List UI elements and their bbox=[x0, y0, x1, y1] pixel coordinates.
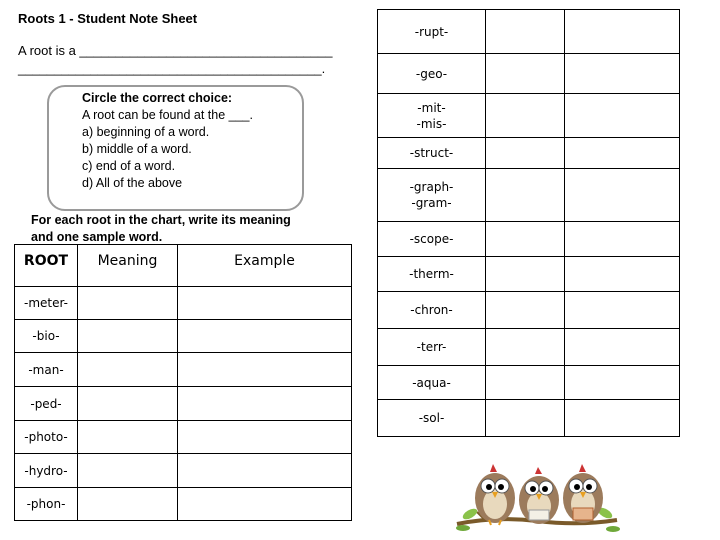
meaning-cell[interactable] bbox=[78, 320, 178, 353]
example-cell[interactable] bbox=[565, 54, 680, 94]
example-cell[interactable] bbox=[565, 366, 680, 400]
meaning-cell[interactable] bbox=[486, 292, 565, 329]
table-row bbox=[15, 287, 352, 320]
root-label: -graph- bbox=[409, 180, 454, 194]
root-label: -therm- bbox=[409, 267, 454, 281]
example-cell[interactable] bbox=[565, 400, 680, 437]
chart-instructions bbox=[31, 212, 291, 246]
root-label: -sol- bbox=[418, 411, 445, 425]
quiz-text bbox=[82, 90, 253, 192]
meaning-cell[interactable] bbox=[78, 454, 178, 488]
root-cell bbox=[378, 366, 486, 400]
example-cell[interactable] bbox=[178, 454, 352, 488]
definition-line-1: A root is a ___________________________________ bbox=[18, 43, 333, 58]
table-row bbox=[378, 222, 680, 257]
root-cell: -phon- bbox=[15, 488, 78, 521]
meaning-cell[interactable] bbox=[486, 257, 565, 292]
root-label: -gram- bbox=[411, 196, 452, 210]
root-label: -scope- bbox=[409, 232, 454, 246]
meaning-cell[interactable] bbox=[486, 400, 565, 437]
table-row bbox=[378, 366, 680, 400]
example-cell[interactable] bbox=[565, 329, 680, 366]
table-row bbox=[378, 54, 680, 94]
table-row bbox=[378, 138, 680, 169]
roots-table-right bbox=[377, 9, 680, 437]
root-cell bbox=[378, 94, 486, 138]
quiz-option-a[interactable]: a) beginning of a word. bbox=[82, 125, 210, 139]
table-row bbox=[15, 454, 352, 488]
table-row bbox=[378, 257, 680, 292]
meaning-cell[interactable] bbox=[486, 138, 565, 169]
root-cell bbox=[378, 10, 486, 54]
meaning-cell[interactable] bbox=[486, 54, 565, 94]
example-cell[interactable] bbox=[178, 287, 352, 320]
meaning-cell[interactable] bbox=[486, 94, 565, 138]
table-row bbox=[378, 292, 680, 329]
example-cell[interactable] bbox=[565, 10, 680, 54]
table-row bbox=[378, 10, 680, 54]
instructions-line-2: and one sample word. bbox=[31, 230, 163, 244]
example-header: Example bbox=[178, 245, 352, 287]
example-cell[interactable] bbox=[178, 353, 352, 387]
root-cell bbox=[378, 222, 486, 257]
quiz-question: A root can be found at the ___. bbox=[82, 108, 253, 122]
table-header-row bbox=[15, 245, 352, 287]
root-cell: -bio- bbox=[15, 320, 78, 353]
example-cell[interactable] bbox=[565, 257, 680, 292]
owl-2 bbox=[519, 467, 559, 524]
owl-3 bbox=[563, 464, 603, 523]
root-label: -terr- bbox=[416, 340, 447, 354]
meaning-cell[interactable] bbox=[78, 353, 178, 387]
root-label: -struct- bbox=[409, 146, 454, 160]
example-cell[interactable] bbox=[178, 320, 352, 353]
meaning-cell[interactable] bbox=[78, 387, 178, 421]
example-cell[interactable] bbox=[565, 222, 680, 257]
quiz-option-c[interactable]: c) end of a word. bbox=[82, 159, 176, 173]
example-cell[interactable] bbox=[565, 94, 680, 138]
root-label: -rupt- bbox=[414, 24, 449, 39]
example-cell[interactable] bbox=[178, 421, 352, 454]
root-header: ROOT bbox=[15, 245, 78, 287]
root-cell bbox=[378, 292, 486, 329]
example-cell[interactable] bbox=[178, 488, 352, 521]
root-label: -mis- bbox=[416, 116, 447, 131]
table-row bbox=[378, 94, 680, 138]
meaning-header: Meaning bbox=[78, 245, 178, 287]
root-cell bbox=[378, 257, 486, 292]
table-row bbox=[15, 387, 352, 421]
example-cell[interactable] bbox=[565, 169, 680, 222]
meaning-cell[interactable] bbox=[78, 488, 178, 521]
quiz-option-b[interactable]: b) middle of a word. bbox=[82, 142, 192, 156]
table-row bbox=[378, 169, 680, 222]
root-label: -mit- bbox=[417, 100, 446, 115]
meaning-cell[interactable] bbox=[486, 366, 565, 400]
root-cell bbox=[378, 169, 486, 222]
table-row bbox=[378, 329, 680, 366]
meaning-cell[interactable] bbox=[486, 222, 565, 257]
table-row bbox=[15, 353, 352, 387]
quiz-heading: Circle the correct choice: bbox=[82, 91, 233, 105]
root-cell: -photo- bbox=[15, 421, 78, 454]
root-cell bbox=[378, 400, 486, 437]
instructions-line-1: For each root in the chart, write its meaning bbox=[31, 213, 291, 227]
roots-meaning-table bbox=[14, 244, 352, 521]
root-cell bbox=[378, 138, 486, 169]
root-cell: -meter- bbox=[15, 287, 78, 320]
root-cell bbox=[378, 54, 486, 94]
meaning-cell[interactable] bbox=[486, 10, 565, 54]
table-row bbox=[15, 421, 352, 454]
meaning-cell[interactable] bbox=[78, 421, 178, 454]
table-row bbox=[15, 320, 352, 353]
table-row bbox=[15, 488, 352, 521]
root-cell bbox=[378, 329, 486, 366]
root-label: -geo- bbox=[415, 66, 448, 81]
root-label: -chron- bbox=[410, 303, 453, 317]
example-cell[interactable] bbox=[565, 292, 680, 329]
example-cell[interactable] bbox=[565, 138, 680, 169]
table-row bbox=[378, 400, 680, 437]
root-cell: -hydro- bbox=[15, 454, 78, 488]
page-title: Roots 1 - Student Note Sheet bbox=[18, 11, 198, 26]
meaning-cell[interactable] bbox=[486, 329, 565, 366]
definition-line-2: __________________________________________. bbox=[18, 61, 326, 76]
owl-1 bbox=[475, 464, 515, 525]
quiz-option-d[interactable]: d) All of the above bbox=[82, 176, 183, 190]
root-cell: -ped- bbox=[15, 387, 78, 421]
root-cell: -man- bbox=[15, 353, 78, 387]
root-label: -aqua- bbox=[412, 375, 451, 390]
example-cell[interactable] bbox=[178, 387, 352, 421]
meaning-cell[interactable] bbox=[486, 169, 565, 222]
meaning-cell[interactable] bbox=[78, 287, 178, 320]
owls-illustration bbox=[455, 458, 620, 540]
